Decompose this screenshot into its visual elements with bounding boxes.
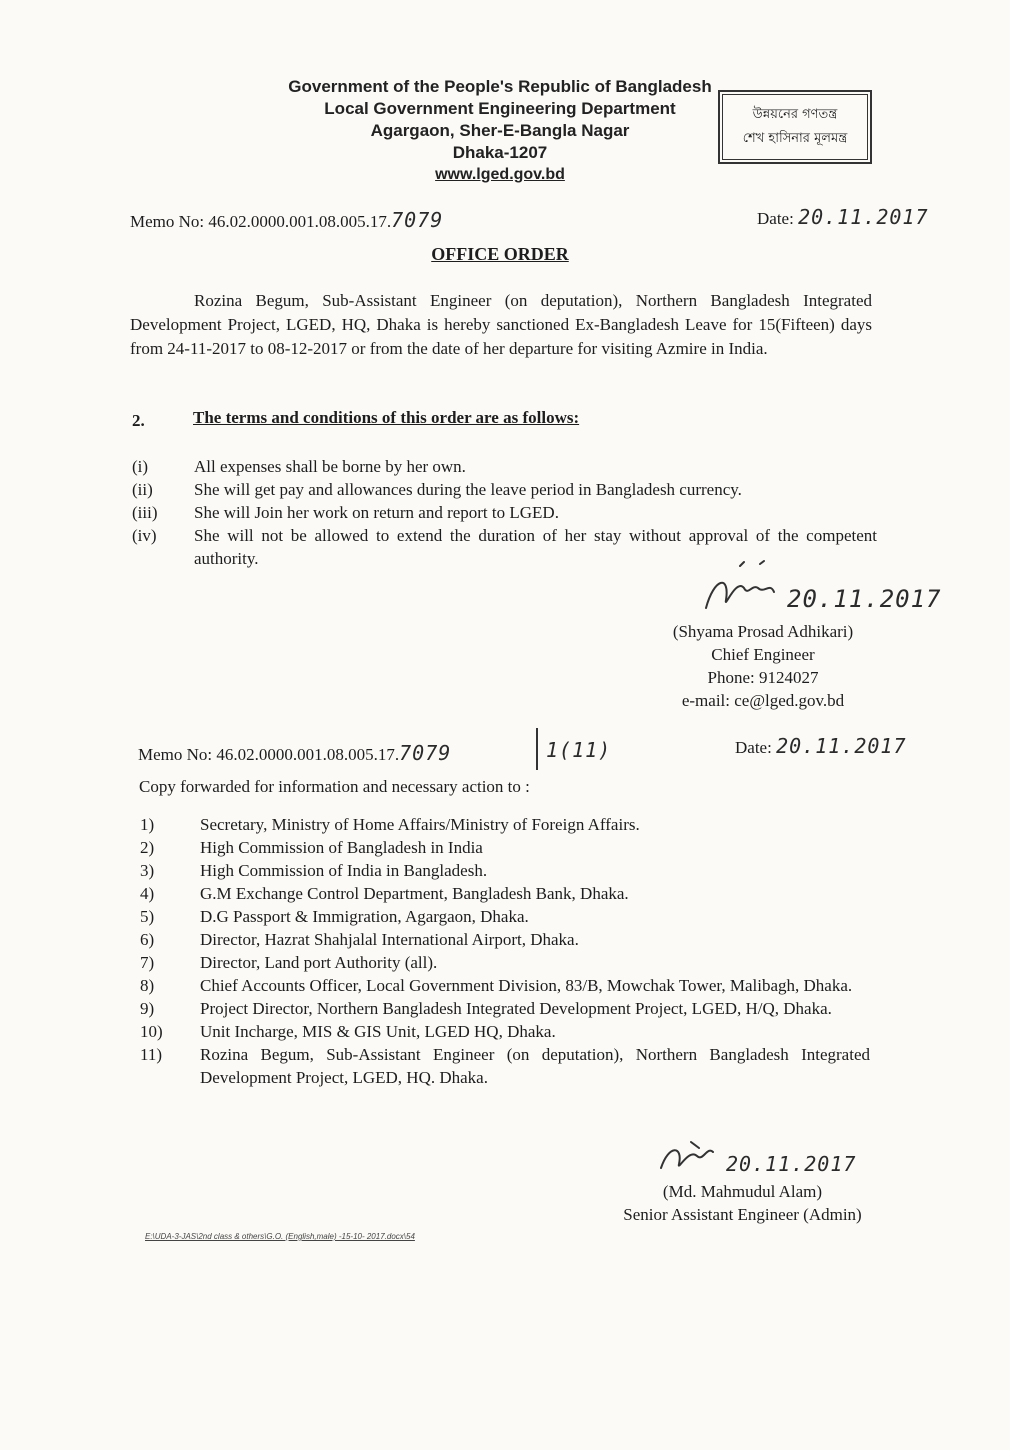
signature-chief-engineer (700, 558, 790, 618)
terms-list (132, 455, 877, 570)
copy-date-label: Date: (735, 738, 772, 757)
copy-intro: Copy forwarded for information and necessary action to : (139, 777, 530, 796)
letterhead-department: Local Government Engineering Department (324, 99, 676, 118)
signatory-1-email: e-mail: ce@lged.gov.bd (681, 691, 845, 710)
slogan-box (718, 90, 872, 164)
copy-date-value: 20.11.2017 (776, 734, 907, 758)
list-item: 7) Director, Land port Authority (all). (140, 953, 438, 972)
list-item: 10) Unit Incharge, MIS & GIS Unit, LGED HQ, Dhaka. (140, 1022, 556, 1041)
list-item: (i) All expenses shall be borne by her own. (132, 457, 466, 476)
letterhead-address: Agargaon, Sher-E-Bangla Nagar (370, 121, 630, 140)
memo-number: 7079 (391, 208, 444, 232)
file-path-footer: E:\UDA-3-JAS\2nd class & others\G.O. (English,male) -15-10- 2017.docx\54 (145, 1232, 415, 1241)
signature-1-date: 20.11.2017 (787, 585, 942, 613)
slogan-line-1: উন্নয়নের গণতন্ত্র (752, 107, 838, 122)
signatory-1 (628, 620, 898, 712)
date-value: 20.11.2017 (798, 205, 929, 229)
office-order-title: OFFICE ORDER (431, 244, 569, 264)
list-item: (ii) She will get pay and allowances during the leave period in Bangladesh currency. (132, 480, 742, 499)
list-item: 3) High Commission of India in Bangladesh. (140, 861, 488, 880)
copy-memo-line (138, 741, 451, 765)
letterhead-city: Dhaka-1207 (452, 143, 548, 162)
copy-memo-number: 7079 (399, 741, 452, 765)
copy-sub-number: 1(11) (546, 738, 612, 762)
memo-label: Memo No: 46.02.0000.001.08.005.17. (130, 212, 392, 231)
letterhead-website: www.lged.gov.bd (435, 166, 565, 183)
list-item: 6) Director, Hazrat Shahjalal International Airport, Dhaka. (140, 930, 579, 949)
copy-list (140, 813, 870, 1089)
memo-line (130, 208, 443, 232)
list-item: 4) G.M Exchange Control Department, Bangladesh Bank, Dhaka. (140, 884, 629, 903)
signatory-1-designation: Chief Engineer (711, 645, 815, 664)
list-item: (iii) She will Join her work on return and report to LGED. (132, 503, 559, 522)
copy-date (735, 734, 907, 758)
list-item: 8) Chief Accounts Officer, Local Government Division, 83/B, Mowchak Tower, Malibagh, Dhaka. (140, 976, 853, 995)
signatory-1-name: (Shyama Prosad Adhikari) (672, 622, 854, 641)
list-item: 2) High Commission of Bangladesh in India (140, 838, 483, 857)
signatory-1-phone: Phone: 9124027 (707, 668, 819, 687)
signature-senior-assistant-engineer (655, 1138, 725, 1178)
list-item: 9) Project Director, Northern Bangladesh Integrated Development Project, LGED, H/Q, Dhaka. (140, 999, 832, 1018)
section-number: 2. (132, 411, 145, 430)
signatory-2-name: (Md. Mahmudul Alam) (662, 1182, 823, 1201)
list-item: 1) Secretary, Ministry of Home Affairs/Ministry of Foreign Affairs. (140, 815, 640, 834)
signatory-2-designation: Senior Assistant Engineer (Admin) (623, 1205, 862, 1224)
slogan-line-2: শেখ হাসিনার মূলমন্ত্র (742, 131, 848, 146)
signature-2-date: 20.11.2017 (726, 1152, 857, 1176)
letterhead-government: Government of the People's Republic of Bangladesh (288, 77, 712, 96)
signatory-2 (600, 1180, 885, 1226)
order-body: Rozina Begum, Sub-Assistant Engineer (on deputation), Northern Bangladesh Integrated Development Project, LGED, HQ, Dhaka is hereby sanctioned Ex-Bangladesh Leave for 15(Fifteen) days from 24-11-2017 to 08-12-2017 or from the date of her departure for visiting Azmire in India. (130, 291, 872, 358)
terms-title: The terms and conditions of this order are as follows: (193, 408, 580, 427)
order-date (757, 205, 929, 229)
copy-memo-label: Memo No: 46.02.0000.001.08.005.17. (138, 745, 400, 764)
list-item: 11) Rozina Begum, Sub-Assistant Engineer (on deputation), Northern Bangladesh Integrated Development Project, LGED, HQ. Dhaka. (140, 1045, 870, 1087)
list-item: (iv) She will not be allowed to extend the duration of her stay without approval of the competent authority. (132, 526, 877, 568)
date-label: Date: (757, 209, 794, 228)
memo-divider (536, 728, 538, 770)
list-item: 5) D.G Passport & Immigration, Agargaon, Dhaka. (140, 907, 529, 926)
